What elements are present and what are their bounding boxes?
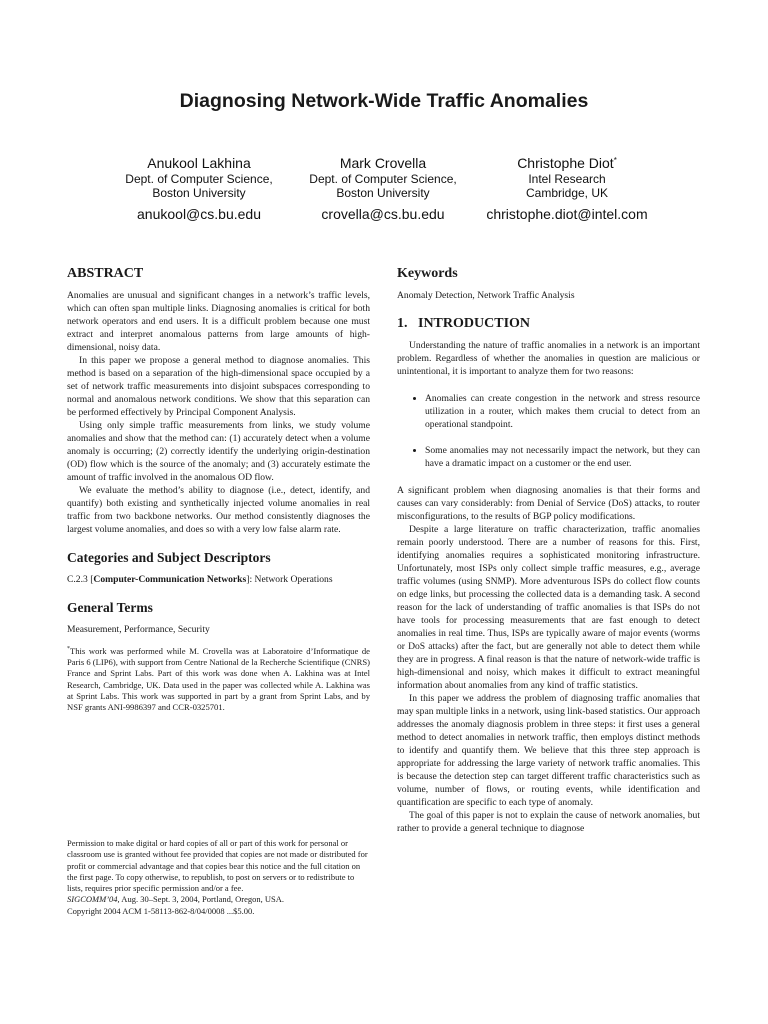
- author-affiliation: Intel Research: [528, 172, 606, 186]
- conference-name: SIGCOMM’04,: [67, 894, 120, 905]
- right-column: [397, 264, 700, 835]
- conference-line: [67, 894, 370, 905]
- author-block-3: [467, 155, 667, 223]
- permission-block: [67, 838, 370, 917]
- keywords-text: Anomaly Detection, Network Traffic Analysis: [397, 290, 575, 301]
- author-email: christophe.diot@intel.com: [486, 206, 648, 222]
- author-email: crovella@cs.bu.edu: [321, 206, 445, 222]
- abstract-paragraph: Anomalies are unusual and significant changes in a network’s traffic levels, which can often span multiple links. Diagnosing anomalies is critical for both network operators and end users. It is a difficult problem because one must extract and interpret anomalous patterns from large amounts of high-dimensional, noisy data.: [67, 290, 370, 353]
- author-affiliation: Cambridge, UK: [525, 186, 609, 200]
- author-footnote: [67, 644, 370, 714]
- category-code: C.2.3 [: [67, 574, 94, 585]
- author-email: anukool@cs.bu.edu: [137, 206, 261, 222]
- paper-title: Diagnosing Network-Wide Traffic Anomalies: [179, 90, 589, 112]
- abstract-paragraph: Using only simple traffic measurements from links, we study volume anomalies and show that the method can: (1) accurately detect when a volume anomaly is occurring; (2) correctly identify the underlying origin-destination (OD) flow which is the source of the anomaly; and (3) accurately estimate the amount of traffic involved in the anomalous OD flow.: [67, 420, 370, 483]
- intro-bullet-list: [397, 392, 700, 470]
- categories-heading: Categories and Subject Descriptors: [67, 550, 271, 565]
- list-item: • Anomalies can create congestion in the network and stress resource utilization in a router, which makes them crucial to detect from an operational standpoint.: [425, 392, 700, 431]
- introduction-heading: 1. INTRODUCTION: [397, 316, 531, 331]
- intro-paragraph: Despite a large literature on traffic characterization, traffic anomalies remain poorly understood. There are a number of reasons for this. First, identifying anomalies requires a sophisticated monitoring infrastructure. Unfortunately, most ISPs only collect simple traffic measures, e.g., average traffic volumes (using SNMP). More adventurous ISPs do collect flow counts on edge links, but processing the collected data is a demanding task. A second reason for the lack of understanding of traffic anomalies is that ISPs do not have tools for processing measurements that are fast enough to detect anomalies in real time. Thus, ISPs are typically aware of major events (worms or DoS attacks) after the fact, but are generally not able to detect them while they are in progress. A final reason is that the nature of network-wide traffic is high-dimensional and noisy, which makes it difficult to extract meaningful information about anomalies from any kind of traffic statistics.: [397, 524, 700, 691]
- category-rest: ]: Network Operations: [246, 574, 333, 585]
- author-block-1: [99, 155, 299, 223]
- keywords-heading: Keywords: [397, 266, 458, 281]
- intro-paragraph: Understanding the nature of traffic anomalies in a network is an important problem. Regardless of whether the anomalies in question are malicious or unintentional, it is important to analyze them for two reasons:: [397, 340, 700, 377]
- footnote-mark: *: [613, 156, 617, 165]
- author-name: Anukool Lakhina: [147, 155, 251, 171]
- footnote-text: This work was performed while M. Crovella was at Laboratoire d’Informatique de Paris 6 (LIP6), with support from Centre National de la Recherche Scientifique (CNRS) France and Sprint Labs. Part of this work was done when A. Lakhina was at Intel Research, Cambridge, UK. Data used in the paper was collected while A. Lakhina was at Sprint Labs. This work was supported in part by a grant from Sprint Labs, and by NSF grants ANI-9986397 and CCR-0325701.: [67, 645, 370, 713]
- left-column: [67, 264, 370, 714]
- abstract-paragraph: In this paper we propose a general method to diagnose anomalies. This method is based on a separation of the high-dimensional space occupied by a set of network traffic measurements into disjoint subspaces corresponding to normal and anomalous network conditions. We show that this separation can be performed effectively by Principal Component Analysis.: [67, 355, 370, 418]
- permission-text: Permission to make digital or hard copies of all or part of this work for personal or classroom use is granted without fee provided that copies are not made or distributed for profit or commercial advantage and that copies bear this notice and the full citation on the first page. To copy otherwise, to republish, to post on servers or to redistribute to lists, requires prior specific permission and/or a fee.: [67, 838, 368, 894]
- list-item: • Some anomalies may not necessarily impact the network, but they can have a dramatic impact on a customer or the end user.: [425, 444, 700, 470]
- conference-details: Aug. 30–Sept. 3, 2004, Portland, Oregon, USA.: [119, 894, 284, 905]
- intro-paragraph: A significant problem when diagnosing anomalies is that their forms and causes can vary considerably: from Denial of Service (DoS) attacks, to router misconfigurations, to the results of BGP policy modifications.: [397, 485, 700, 522]
- abstract-heading: ABSTRACT: [67, 266, 144, 281]
- author-affiliation: Boston University: [152, 186, 246, 200]
- author-affiliation: Dept. of Computer Science,: [125, 172, 273, 186]
- footnote-mark: *: [67, 646, 70, 652]
- author-block-2: [283, 155, 483, 223]
- author-name: Mark Crovella: [339, 155, 427, 171]
- author-name: Christophe Diot: [517, 155, 614, 171]
- general-terms-heading: General Terms: [67, 600, 153, 615]
- abstract-paragraph: We evaluate the method’s ability to diagnose (i.e., detect, identify, and quantify) both existing and synthetically injected volume anomalies in real traffic from two backbone networks. Our method consistently diagnoses the largest volume anomalies, and does so with a very low false alarm rate.: [67, 485, 370, 535]
- category-name: Computer-Communication Networks: [93, 574, 247, 585]
- author-affiliation: Dept. of Computer Science,: [309, 172, 457, 186]
- categories-text: [67, 573, 370, 586]
- author-name-line: [467, 155, 667, 172]
- intro-paragraph: In this paper we address the problem of diagnosing traffic anomalies that may span multiple links in a network, using link-based statistics. Our approach addresses the anomaly diagnosis problem in three steps: it first uses a general method to detect anomalies in network traffic, then employs distinct methods to identify and quantify them. We believe that this three step approach is appropriate for addressing the large variety of network traffic anomalies. This is because the detection step can target different traffic characteristics such as volume, number of flows, or routing events, while identification and quantification are specific to each type of anomaly.: [397, 693, 700, 808]
- author-affiliation: Boston University: [336, 186, 430, 200]
- general-terms-text: Measurement, Performance, Security: [67, 624, 210, 635]
- intro-paragraph: The goal of this paper is not to explain the cause of network anomalies, but rather to provide a general technique to diagnose: [397, 810, 700, 834]
- copyright-line: Copyright 2004 ACM 1-58113-862-8/04/0008 ...$5.00.: [67, 905, 255, 916]
